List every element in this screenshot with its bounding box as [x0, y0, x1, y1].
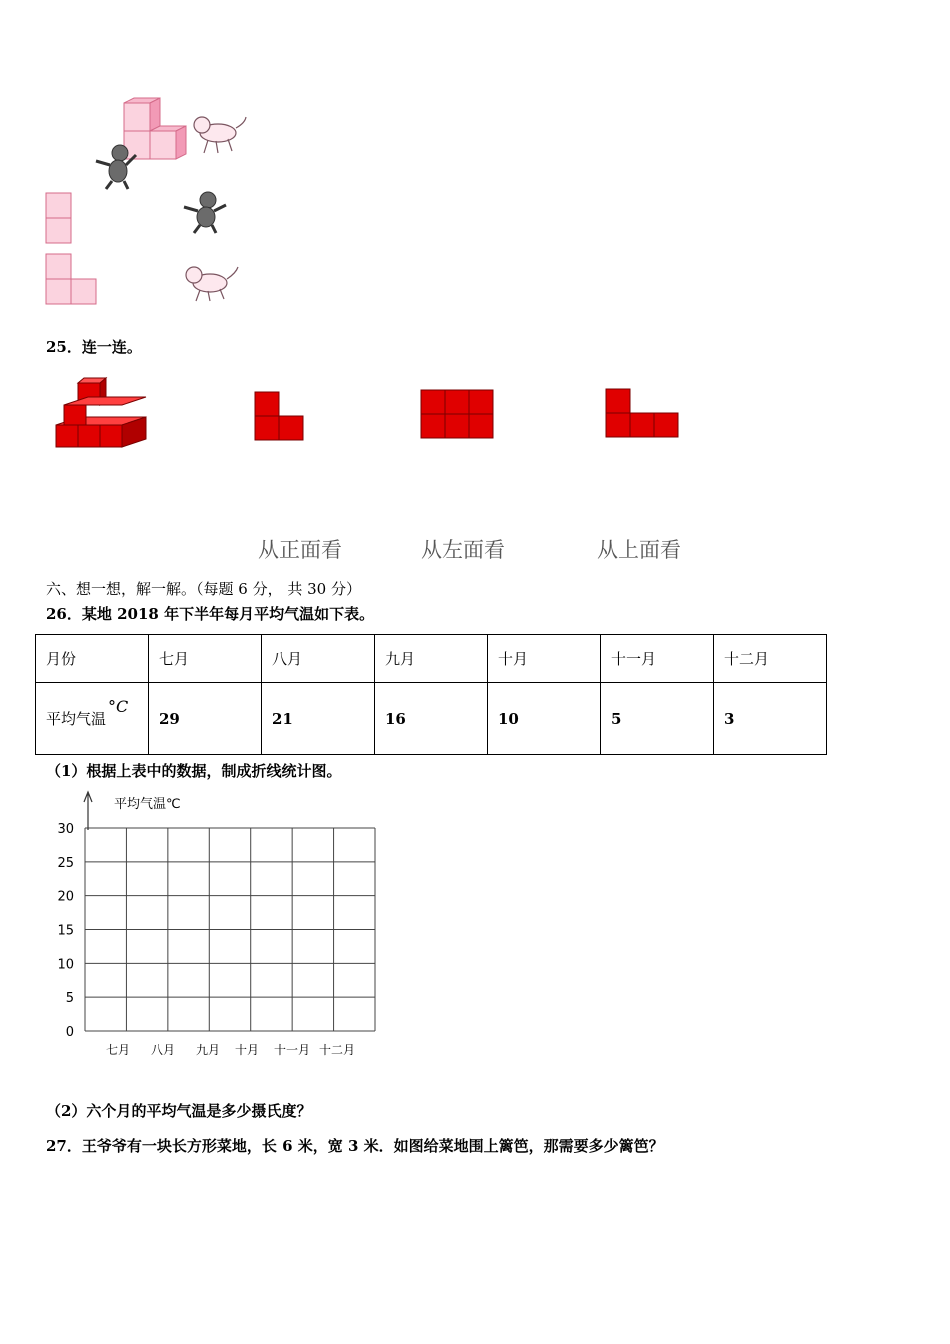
table-cell: 七月 [149, 635, 262, 683]
x-tick-label: 十月 [234, 1043, 260, 1057]
question-25-title: 25．连一连。 [46, 338, 142, 356]
table-row-label-cell [36, 683, 149, 755]
section-6-title: 六、想一想，解一解。（每题 6 分， 共 30 分） [46, 580, 361, 598]
monkey-icon [184, 192, 226, 233]
y-axis-arrow [84, 792, 92, 830]
y-tick-label: 10 [57, 957, 74, 973]
front-view-drawing [46, 193, 71, 243]
chart-grid [85, 828, 375, 1031]
y-tick-label: 5 [65, 991, 74, 1007]
table-cell: 月份 [36, 635, 149, 683]
view-label-front: 从正面看 [258, 538, 342, 562]
table-cell: 十一月 [601, 635, 714, 683]
question-26-title: 26．某地 2018 年下半年每月平均气温如下表。 [46, 605, 375, 623]
question-26-sub1: （1）根据上表中的数据，制成折线统计图。 [46, 762, 342, 780]
view-shape-l-wide [605, 388, 681, 440]
table-cell: 5 [601, 683, 714, 755]
table-cell: 29 [149, 683, 262, 755]
row-label: 平均气温 [46, 710, 107, 728]
x-tick-label: 八月 [150, 1043, 176, 1057]
y-tick-label: 30 [57, 822, 74, 837]
table-cell: 3 [714, 683, 827, 755]
dog-icon [186, 267, 238, 301]
table-cell: 九月 [375, 635, 488, 683]
x-tick-label: 七月 [105, 1043, 131, 1057]
y-tick-label: 25 [57, 855, 74, 871]
unit-label: °C [108, 697, 129, 716]
table-row [36, 683, 827, 755]
pink-cube-stack [124, 98, 186, 159]
y-axis-label: 平均气温℃ [114, 797, 181, 812]
y-tick-labels [57, 822, 74, 1040]
question-27-title: 27．王爷爷有一块长方形菜地，长 6 米，宽 3 米．如图给菜地围上篱笆，那需要多少篱笆？ [46, 1137, 664, 1155]
red-cube-3d-figure [52, 375, 152, 451]
table-cell: 十月 [488, 635, 601, 683]
table-cell: 十二月 [714, 635, 827, 683]
temperature-table [35, 634, 827, 755]
view-shape-l-small [254, 391, 306, 443]
view-shape-rectangle [420, 389, 494, 441]
table-cell: 16 [375, 683, 488, 755]
x-tick-labels [106, 1042, 355, 1057]
table-header-row [36, 635, 827, 683]
cube-views-figure [40, 95, 260, 310]
x-tick-label: 九月 [195, 1043, 221, 1057]
dog-icon [194, 117, 246, 153]
y-tick-label: 15 [57, 923, 74, 939]
table-cell: 21 [262, 683, 375, 755]
table-cell: 10 [488, 683, 601, 755]
line-chart [40, 788, 390, 1063]
y-tick-label: 0 [65, 1025, 74, 1040]
y-tick-label: 20 [57, 889, 74, 905]
question-26-sub2: （2）六个月的平均气温是多少摄氏度？ [46, 1102, 312, 1120]
view-label-left: 从左面看 [421, 538, 505, 562]
view-label-top: 从上面看 [597, 538, 681, 562]
table-cell: 八月 [262, 635, 375, 683]
x-tick-label: 十一月 [273, 1043, 311, 1057]
side-view-drawing [46, 254, 96, 304]
x-tick-label: 十二月 [318, 1043, 356, 1057]
